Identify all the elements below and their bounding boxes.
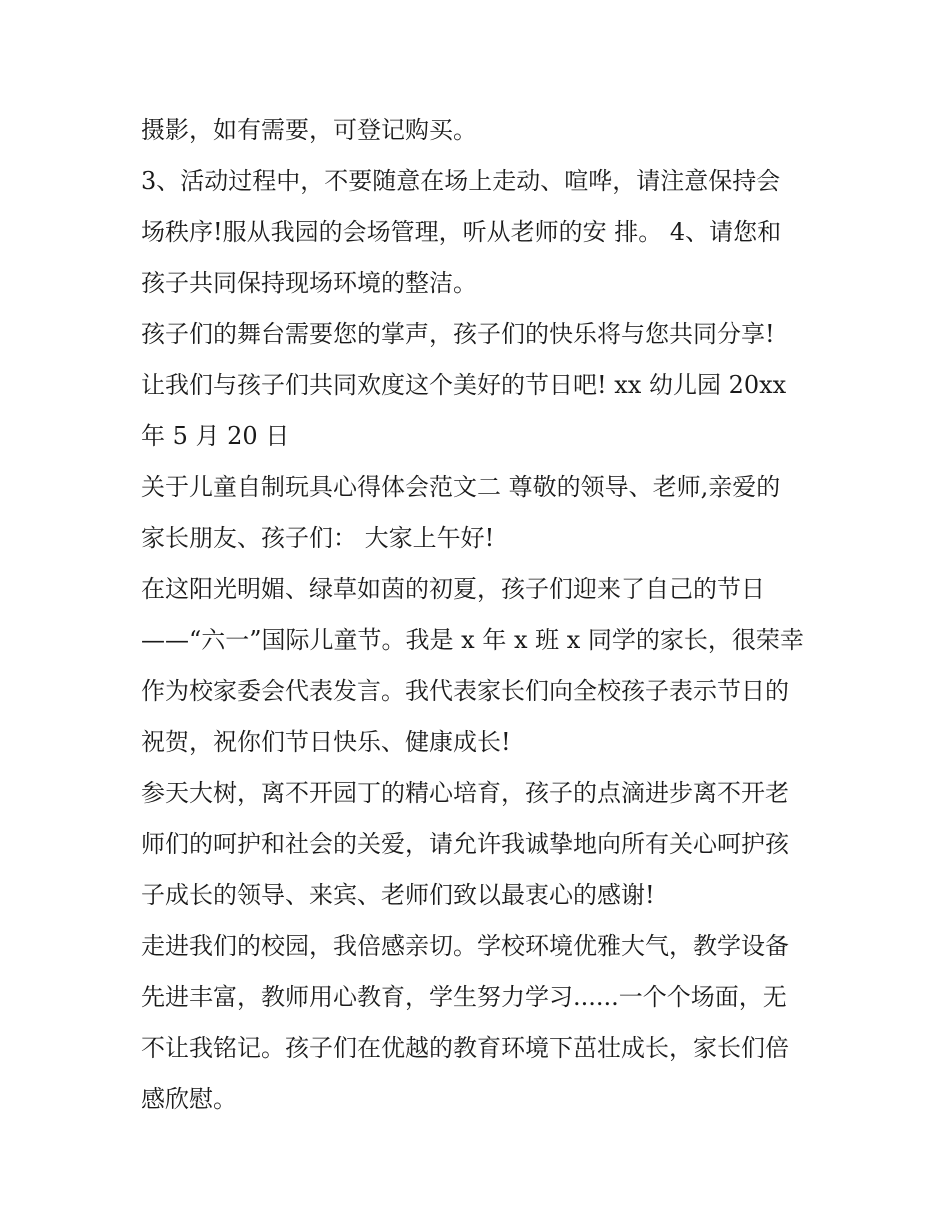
text-line: 年 5 月 20 日 bbox=[141, 422, 290, 450]
text-line: 3、活动过程中，不要随意在场上走动、喧哗，请注意保持会 bbox=[141, 167, 781, 195]
text-line: 感欣慰。 bbox=[141, 1085, 237, 1113]
text-line: 子成长的领导、来宾、老师们致以最衷心的感谢! bbox=[141, 881, 655, 909]
text-line: 孩子们的舞台需要您的掌声，孩子们的快乐将与您共同分享! bbox=[141, 320, 775, 348]
text-line: 作为校家委会代表发言。我代表家长们向全校孩子表示节日的 bbox=[141, 677, 789, 705]
text-line: 关于儿童自制玩具心得体会范文二 尊敬的领导、老师,亲爱的 bbox=[141, 473, 781, 501]
text-line: ——“六一”国际儿童节。我是 x 年 x 班 x 同学的家长，很荣幸 bbox=[141, 626, 804, 654]
text-line: 不让我铭记。孩子们在优越的教育环境下茁壮成长，家长们倍 bbox=[141, 1034, 789, 1062]
text-line: 师们的呵护和社会的关爱，请允许我诚挚地向所有关心呵护孩 bbox=[141, 830, 789, 858]
text-line: 摄影，如有需要，可登记购买。 bbox=[141, 116, 477, 144]
text-line: 让我们与孩子们共同欢度这个美好的节日吧! xx 幼儿园 20xx bbox=[141, 371, 787, 399]
text-line: 走进我们的校园，我倍感亲切。学校环境优雅大气，教学设备 bbox=[141, 932, 789, 960]
text-line: 在这阳光明媚、绿草如茵的初夏，孩子们迎来了自己的节日 bbox=[141, 575, 765, 603]
text-line: 先进丰富，教师用心教育，学生努力学习......一个个场面，无 bbox=[141, 983, 787, 1011]
text-line: 家长朋友、孩子们： 大家上午好! bbox=[141, 524, 495, 552]
text-line: 祝贺，祝你们节日快乐、健康成长! bbox=[141, 728, 511, 756]
text-line: 参天大树，离不开园丁的精心培育，孩子的点滴进步离不开老 bbox=[141, 779, 789, 807]
text-line: 孩子共同保持现场环境的整洁。 bbox=[141, 269, 477, 297]
document-body bbox=[141, 105, 821, 1125]
text-line: 场秩序!服从我园的会场管理，听从老师的安 排。 4、请您和 bbox=[141, 218, 782, 246]
